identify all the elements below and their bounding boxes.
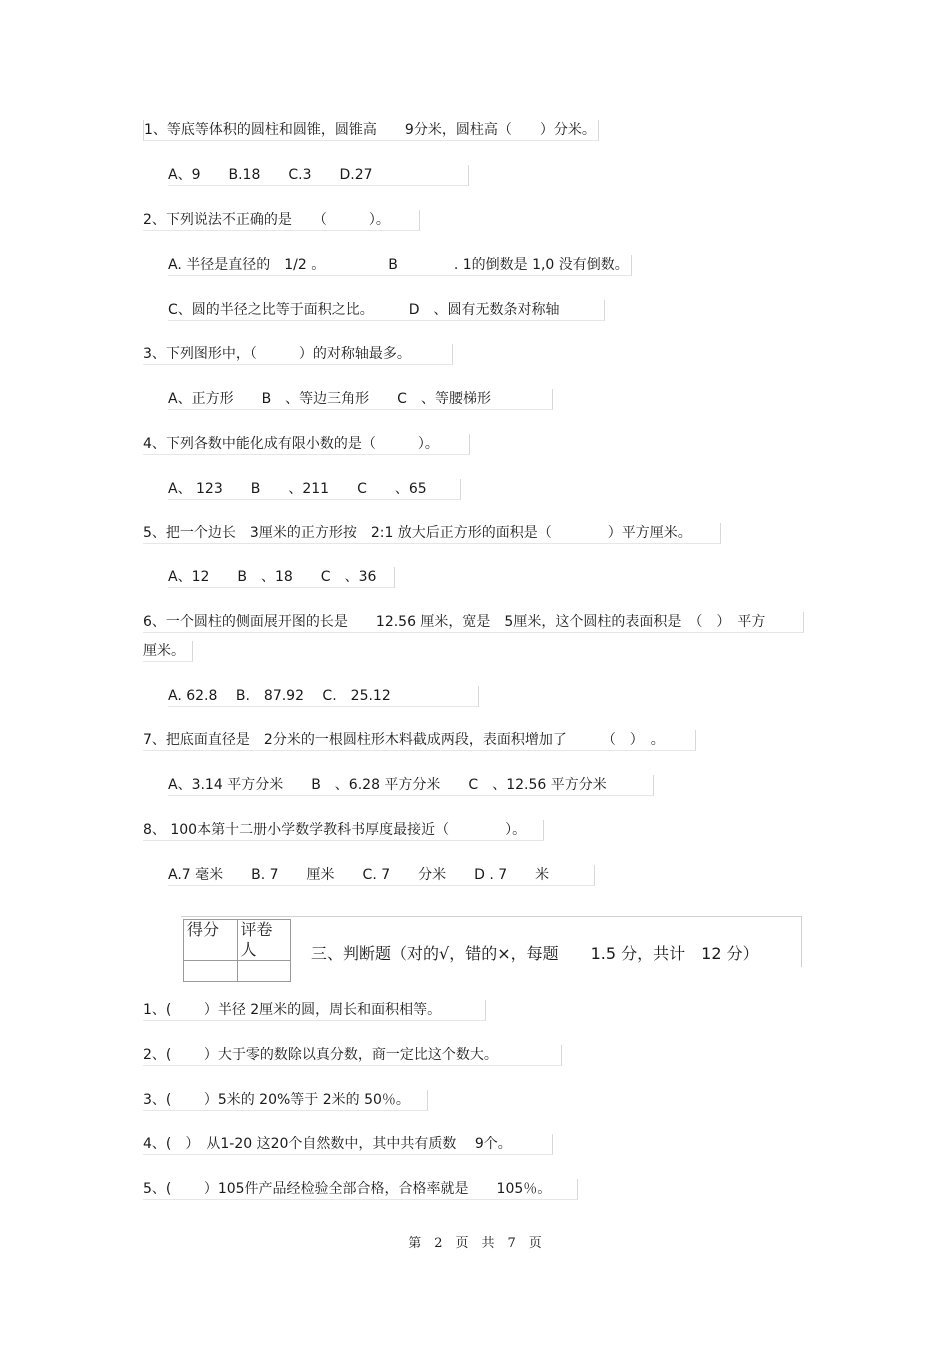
q3-stem: 3、下列图形中，（ ）的对称轴最多。	[143, 344, 453, 365]
judgment-1: 1、( ）半径 2厘米的圆，周长和面积相等。	[143, 1000, 486, 1021]
judgment-4: 4、( ） 从1-20 这20个自然数中，其中共有质数 9个。	[143, 1134, 553, 1155]
section3-header	[181, 916, 802, 967]
q7-options: A、3.14 平方分米 B 、6.28 平方分米 C 、12.56 平方分米	[168, 775, 654, 796]
judgment-5: 5、( ）105件产品经检验全部合格，合格率就是 105％。	[143, 1179, 578, 1200]
grader-cell	[237, 961, 291, 982]
q2-stem: 2、下列说法不正确的是 （ ）。	[143, 210, 420, 231]
judgment-2: 2、( ）大于零的数除以真分数，商一定比这个数大。	[143, 1045, 562, 1066]
q4-options: A、 123 B 、211 C 、65	[168, 479, 461, 500]
judgment-3: 3、( ）5米的 20%等于 2米的 50％。	[143, 1090, 428, 1111]
grader-header: 评卷人	[237, 920, 291, 961]
q3-options: A、正方形 B 、等边三角形 C 、等腰梯形	[168, 389, 553, 410]
page-footer: 第 2 页 共 7 页	[408, 1236, 542, 1251]
score-table	[183, 919, 291, 982]
section3-title: 三、判断题（对的√，错的×，每题 1.5 分，共计 12 分）	[311, 944, 759, 963]
q1-stem: 1、等底等体积的圆柱和圆锥，圆锥高 9分米，圆柱高（ ）分米。	[143, 120, 599, 141]
q6-stem-continued: 厘米。	[143, 641, 193, 662]
q7-stem: 7、把底面直径是 2分米的一根圆柱形木料截成两段，表面积增加了 （ ） 。	[143, 730, 696, 751]
q2-options-a-b: A. 半径是直径的 1/2 。 B . 1的倒数是 1,0 没有倒数。	[168, 255, 632, 276]
q5-stem: 5、把一个边长 3厘米的正方形按 2:1 放大后正方形的面积是（ ）平方厘米。	[143, 523, 721, 544]
score-header: 得分	[184, 920, 238, 961]
q1-options: A、9 B.18 C.3 D.27	[168, 165, 469, 186]
q8-options: A.7 毫米 B. 7 厘米 C. 7 分米 D . 7 米	[168, 865, 595, 886]
q2-options-c-d: C、圆的半径之比等于面积之比。 D 、圆有无数条对称轴	[168, 300, 605, 321]
q8-stem: 8、 100本第十二册小学数学教科书厚度最接近（ ）。	[143, 820, 544, 841]
q5-options: A、12 B 、18 C 、36	[168, 567, 395, 588]
q6-stem: 6、一个圆柱的侧面展开图的长是 12.56 厘米，宽是 5厘米，这个圆柱的表面积是 （ ） 平方	[143, 612, 804, 633]
q6-options: A. 62.8 B. 87.92 C. 25.12	[168, 686, 479, 707]
score-cell	[184, 961, 238, 982]
q4-stem: 4、下列各数中能化成有限小数的是（ ）。	[143, 434, 470, 455]
